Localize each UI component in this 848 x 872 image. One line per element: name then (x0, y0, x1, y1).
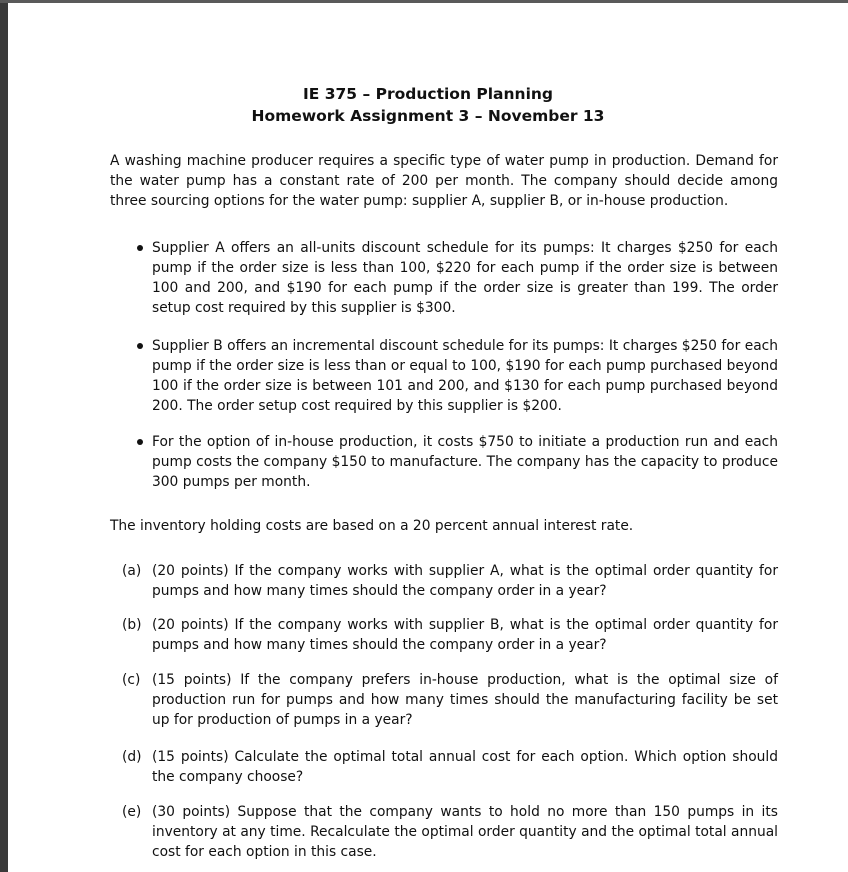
part-d-text: (15 points) Calculate the optimal total annual cost for each option. Which option should the company choose? (152, 749, 778, 785)
intro-paragraph: A washing machine producer requires a specific type of water pump in production. Demand for the water pump has a constant rate of 200 per month. The company should decide among three sourcing options for the water pump: supplier A, supplier B, or in-house production. (110, 153, 778, 209)
assignment-title: Homework Assignment 3 – November 13 (251, 107, 605, 125)
bullet-dot-icon (137, 439, 143, 445)
course-title: IE 375 – Production Planning (302, 85, 554, 103)
bullet-dot-icon (137, 343, 143, 349)
holding-cost-paragraph: The inventory holding costs are based on a 20 percent annual interest rate. (110, 518, 634, 534)
part-e-label: (e) (122, 804, 142, 820)
bullet-supplier-b: Supplier B offers an incremental discount schedule for its pumps: It charges $250 for each pump if the order size is less than or equal to 100, $190 for each pump purchased beyond 100 if the order size is between 101 and 200, and $130 for each pump purchased beyond 200. The order setup cost required by this supplier is $200. (152, 338, 778, 414)
part-b-label: (b) (122, 617, 142, 633)
bullet-dot-icon (137, 245, 143, 251)
viewer-left-border (0, 0, 8, 872)
part-a-text: (20 points) If the company works with supplier A, what is the optimal order quantity for pumps and how many times should the company order in a year? (152, 563, 778, 599)
part-a-label: (a) (122, 563, 142, 579)
bullet-supplier-a: Supplier A offers an all-units discount schedule for its pumps: It charges $250 for each pump if the order size is less than 100, $220 for each pump if the order size is between 100 and 200, and $190 for each pump if the order size is greater than 199. The order setup cost required by this supplier is $300. (152, 240, 778, 316)
part-e-text: (30 points) Suppose that the company wants to hold no more than 150 pumps in its inventory at any time. Recalculate the optimal order quantity and the optimal total annual cost for each option in this case. (152, 804, 778, 860)
part-c-text: (15 points) If the company prefers in-house production, what is the optimal size of production run for pumps and how many times should the manufacturing facility be set up for production of pumps in a year? (152, 672, 778, 728)
bullet-in-house: For the option of in-house production, it costs $750 to initiate a production run and each pump costs the company $150 to manufacture. The company has the capacity to produce 300 pumps per month. (152, 434, 778, 490)
title-block (8, 83, 848, 127)
part-c-label: (c) (122, 672, 141, 688)
part-d-label: (d) (122, 749, 142, 765)
part-b-text: (20 points) If the company works with supplier B, what is the optimal order quantity for pumps and how many times should the company order in a year? (152, 617, 778, 653)
